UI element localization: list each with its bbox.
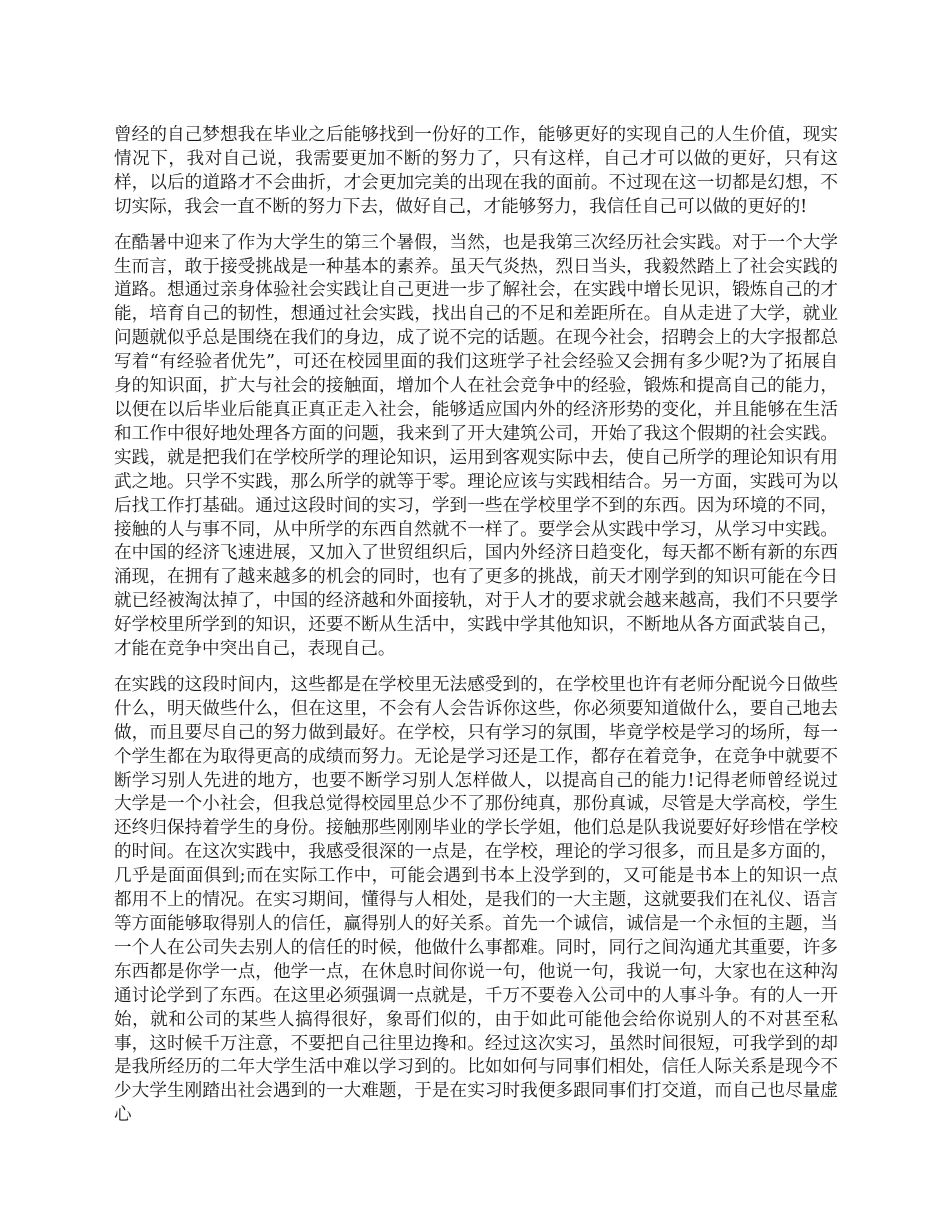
paragraph-2: 在酷暑中迎来了作为大学生的第三个暑假，当然，也是我第三次经历社会实践。对于一个大学生而言，敢于接受挑战是一种基本的素养。虽天气炎热，烈日当头，我毅然踏上了社会实践的道路。想通过亲身体验社会实践让自己更进一步了解社会，在实践中增长见识，锻炼自己的才能，培育自己的韧性，想通过社会实践，找出自己的不足和差距所在。自从走进了大学，就业问题就似乎总是围绕在我们的身边，成了说不完的话题。在现今社会，招聘会上的大字报都总写着“有经验者优先”，可还在校园里面的我们这班学子社会经验又会拥有多少呢?为了拓展自身的知识面，扩大与社会的接触面，增加个人在社会竞争中的经验，锻炼和提高自己的能力，以便在以后毕业后能真正真正走入社会，能够适应国内外的经济形势的变化，并且能够在生活和工作中很好地处理各方面的问题，我来到了开大建筑公司，开始了我这个假期的社会实践。实践，就是把我们在学校所学的理论知识，运用到客观实际中去，使自己所学的理论知识有用武之地。只学不实践，那么所学的就等于零。理论应该与实践相结合。另一方面，实践可为以后找工作打基础。通过这段时间的实习，学到一些在学校里学不到的东西。因为环境的不同，接触的人与事不同，从中所学的东西自然就不一样了。要学会从实践中学习，从学习中实践。在中国的经济飞速进展，又加入了世贸组织后，国内外经济日趋变化，每天都不断有新的东西涌现，在拥有了越来越多的机会的同时，也有了更多的挑战，前天才刚学到的知识可能在今日就已经被淘汰掉了，中国的经济越和外面接轨，对于人才的要求就会越来越高，我们不只要学好学校里所学到的知识，还要不断从生活中，实践中学其他知识，不断地从各方面武装自己，才能在竞争中突出自己，表现自己。 [114, 232, 838, 660]
paragraph-3: 在实践的这段时间内，这些都是在学校里无法感受到的，在学校里也许有老师分配说今日做些什么，明天做些什么，但在这里，不会有人会告诉你这些，你必须要知道做什么，要自己地去做，而且要尽自己的努力做到最好。在学校，只有学习的氛围，毕竟学校是学习的场所，每一个学生都在为取得更高的成绩而努力。无论是学习还是工作，都存在着竞争，在竞争中就要不断学习别人先进的地方，也要不断学习别人怎样做人，以提高自己的能力!记得老师曾经说过大学是一个小社会，但我总觉得校园里总少不了那份纯真，那份真诚，尽管是大学高校，学生还终归保持着学生的身份。接触那些刚刚毕业的学长学姐，他们总是队我说要好好珍惜在学校的时间。在这次实践中，我感受很深的一点是，在学校，理论的学习很多，而且是多方面的，几乎是面面俱到;而在实际工作中，可能会遇到书本上没学到的，又可能是书本上的知识一点都用不上的情况。在实习期间，懂得与人相处，是我们的一大主题，这就要我们在礼仪、语言等方面能够取得别人的信任，赢得别人的好关系。首先一个诚信，诚信是一个永恒的主题，当一个人在公司失去别人的信任的时候，他做什么事都难。同时，同行之间沟通尤其重要，许多东西都是你学一点，他学一点，在休息时间你说一句，他说一句，我说一句，大家也在这种沟通讨论学到了东西。在这里必须强调一点就是，千万不要卷入公司中的人事斗争。有的人一开始，就和公司的某些人搞得很好，象哥们似的，由于如此可能他会给你说别人的不对甚至私事，这时候千万注意，不要把自己往里边搀和。经过这次实习，虽然时间很短，可我学到的却是我所经历的二年大学生活中难以学习到的。比如如何与同事们相处，信任人际关系是现今不少大学生刚踏出社会遇到的一大难题，于是在实习时我便多跟同事们打交道，而自己也尽量虚心 [114, 674, 838, 1126]
document-body [114, 124, 838, 1140]
paragraph-1: 曾经的自己梦想我在毕业之后能够找到一份好的工作，能够更好的实现自己的人生价值，现实情况下，我对自己说，我需要更加不断的努力了，只有这样，自己才可以做的更好，只有这样，以后的道路才不会曲折，才会更加完美的出现在我的面前。不过现在这一切都是幻想，不切实际，我会一直不断的努力下去，做好自己，才能够努力，我信任自己可以做的更好的! [114, 125, 838, 217]
